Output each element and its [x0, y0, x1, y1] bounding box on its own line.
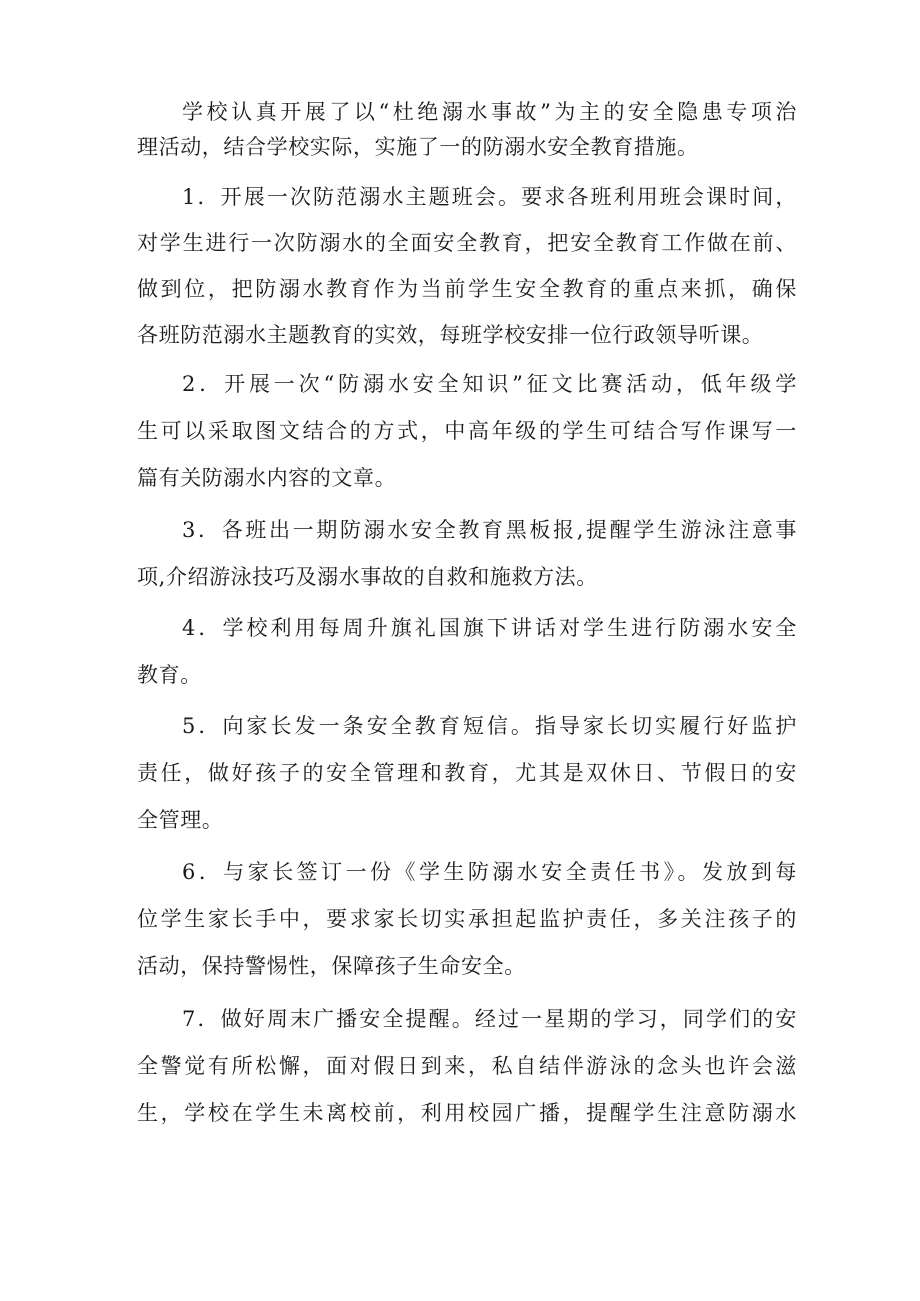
paragraph-item-7-line-1: 7．做好周末广播安全提醒。经过一星期的学习，同学们的安: [182, 1007, 797, 1031]
paragraph-item-2-line-3: 篇有关防溺水内容的文章。: [137, 466, 397, 490]
paragraph-intro-line-1: 学校认真开展了以“杜绝溺水事故”为主的安全隐患专项治: [182, 100, 797, 124]
paragraph-item-6-line-1: 6．与家长签订一份《学生防溺水安全责任书》。发放到每: [182, 860, 797, 884]
paragraph-item-7-line-2: 全警觉有所松懈，面对假日到来，私自结伴游泳的念头也许会滋: [137, 1054, 797, 1078]
paragraph-item-1-line-1: 1．开展一次防范溺水主题班会。要求各班利用班会课时间，: [182, 185, 797, 209]
paragraph-item-1-line-2: 对学生进行一次防溺水的全面安全教育，把安全教育工作做在前、: [137, 231, 797, 255]
paragraph-item-5-line-1: 5．向家长发一条安全教育短信。指导家长切实履行好监护: [182, 714, 797, 738]
paragraph-item-2-line-1: 2．开展一次“防溺水安全知识”征文比赛活动，低年级学: [182, 372, 797, 396]
paragraph-item-4-line-1: 4．学校利用每周升旗礼国旗下讲话对学生进行防溺水安全: [182, 616, 797, 640]
paragraph-item-6-line-3: 活动，保持警惕性，保障孩子生命安全。: [137, 954, 526, 978]
paragraph-item-3-line-2: 项,介绍游泳技巧及溺水事故的自救和施救方法。: [137, 565, 598, 589]
paragraph-item-6-line-2: 位学生家长手中，要求家长切实承担起监护责任，多关注孩子的: [137, 907, 797, 931]
paragraph-item-5-line-2: 责任，做好孩子的安全管理和教育，尤其是双休日、节假日的安: [137, 761, 797, 785]
paragraph-intro-line-2: 理活动，结合学校实际，实施了一的防溺水安全教育措施。: [137, 135, 699, 159]
paragraph-item-1-line-4: 各班防范溺水主题教育的实效，每班学校安排一位行政领导听课。: [137, 323, 764, 347]
paragraph-item-7-line-3: 生，学校在学生未离校前，利用校园广播，提醒学生注意防溺水: [137, 1101, 797, 1125]
paragraph-item-4-line-2: 教育。: [137, 663, 202, 687]
paragraph-item-2-line-2: 生可以采取图文结合的方式，中高年级的学生可结合写作课写一: [137, 419, 797, 443]
paragraph-item-1-line-3: 做到位，把防溺水教育作为当前学生安全教育的重点来抓，确保: [137, 277, 797, 301]
paragraph-item-3-line-1: 3．各班出一期防溺水安全教育黑板报,提醒学生游泳注意事: [182, 518, 797, 542]
paragraph-item-5-line-3: 全管理。: [137, 808, 224, 832]
